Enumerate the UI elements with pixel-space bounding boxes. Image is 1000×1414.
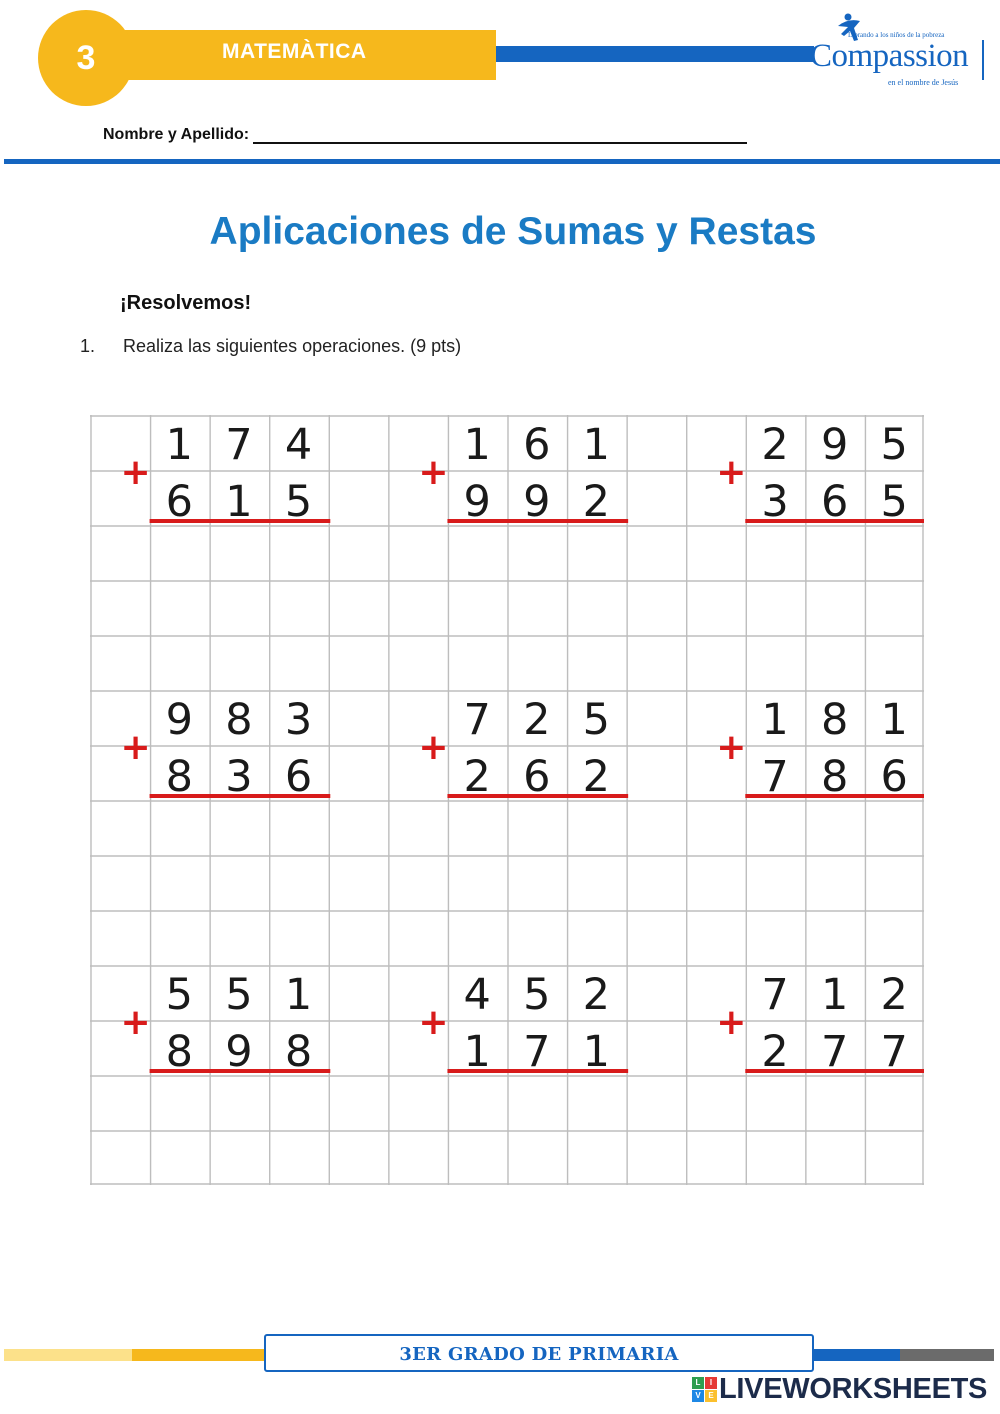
bottom-digit: 2 <box>582 477 611 527</box>
top-digit: 8 <box>225 695 253 745</box>
top-digit: 5 <box>880 420 908 470</box>
bottom-digit: 7 <box>761 752 789 802</box>
top-digit: 1 <box>761 695 789 745</box>
bottom-digit: 8 <box>284 1027 313 1077</box>
bottom-digit: 6 <box>820 477 849 527</box>
bottom-digit: 9 <box>523 477 551 527</box>
subject-label: MATEMÀTICA <box>222 40 367 63</box>
answer-cell[interactable] <box>152 527 208 578</box>
instruction-1 <box>80 336 461 357</box>
bottom-digit: 9 <box>225 1027 253 1077</box>
answer-cell[interactable] <box>747 527 803 578</box>
subheading: ¡Resolvemos! <box>120 292 252 314</box>
plus-sign: + <box>120 727 151 768</box>
grade-footer-text: 3ER GRADO DE PRIMARIA <box>399 1344 679 1365</box>
liveworksheets-text: LIVEWORKSHEETS <box>719 1373 988 1405</box>
bottom-digit: 7 <box>820 1027 849 1077</box>
name-row <box>103 126 747 144</box>
lw-icon-letter: I <box>705 1377 717 1389</box>
page-title: Aplicaciones de Sumas y Restas <box>209 210 817 253</box>
answer-cell[interactable] <box>509 802 565 853</box>
answer-cell[interactable] <box>509 527 565 578</box>
answer-cell[interactable] <box>747 802 803 853</box>
top-digit: 7 <box>463 695 491 745</box>
bottom-digit: 3 <box>761 477 789 527</box>
top-digit: 7 <box>225 420 253 470</box>
answer-cell[interactable] <box>807 1077 863 1128</box>
answer-cell[interactable] <box>271 1077 327 1128</box>
answer-cell[interactable] <box>569 527 625 578</box>
bottom-digit: 9 <box>463 477 491 527</box>
answer-cell[interactable] <box>449 802 505 853</box>
answer-cell[interactable] <box>271 802 327 853</box>
bottom-digit: 8 <box>820 752 849 802</box>
logo-divider <box>982 40 984 80</box>
answer-cell[interactable] <box>152 802 208 853</box>
footer-stripe-gray <box>900 1349 994 1361</box>
bottom-digit: 2 <box>582 752 611 802</box>
answer-cell[interactable] <box>807 527 863 578</box>
plus-sign: + <box>120 1002 151 1043</box>
answer-cell[interactable] <box>449 1077 505 1128</box>
liveworksheets-watermark <box>692 1373 987 1406</box>
addition-problem <box>120 970 330 1128</box>
top-digit: 1 <box>582 420 611 470</box>
plus-sign: + <box>418 727 449 768</box>
answer-cell[interactable] <box>509 1077 565 1128</box>
top-digit: 5 <box>165 970 194 1020</box>
header-accent-line <box>496 46 814 62</box>
top-digit: 1 <box>284 970 313 1020</box>
answer-cell[interactable] <box>866 527 922 578</box>
plus-sign: + <box>716 1002 747 1043</box>
top-digit: 3 <box>284 695 313 745</box>
bottom-digit: 8 <box>165 1027 194 1077</box>
subject-banner <box>118 30 496 80</box>
top-digit: 5 <box>225 970 253 1020</box>
plus-sign: + <box>418 452 449 493</box>
bottom-digit: 1 <box>225 477 253 527</box>
top-digit: 2 <box>582 970 611 1020</box>
bottom-digit: 2 <box>761 1027 789 1077</box>
top-digit: 1 <box>165 420 194 470</box>
footer-stripe-light-yellow <box>4 1349 132 1361</box>
addition-problem <box>716 420 924 578</box>
instruction-number: 1. <box>80 336 96 356</box>
bottom-digit: 1 <box>582 1027 611 1077</box>
top-digit: 2 <box>761 420 789 470</box>
bottom-digit: 6 <box>880 752 908 802</box>
footer-stripe-yellow <box>132 1349 264 1361</box>
bottom-digit: 1 <box>463 1027 491 1077</box>
logo-subline: en el nombre de Jesús <box>888 78 959 87</box>
liveworksheets-logo-icon <box>692 1377 717 1402</box>
answer-cell[interactable] <box>211 527 267 578</box>
answer-cell[interactable] <box>807 802 863 853</box>
addition-problem <box>716 695 924 853</box>
grade-badge <box>38 10 134 106</box>
header-divider <box>4 159 1000 164</box>
lw-icon-letter: V <box>692 1390 704 1402</box>
grade-footer-label <box>264 1334 814 1372</box>
top-digit: 9 <box>165 695 194 745</box>
footer-stripe-blue <box>812 1349 900 1361</box>
answer-cell[interactable] <box>866 1077 922 1128</box>
top-digit: 2 <box>523 695 551 745</box>
bottom-digit: 5 <box>880 477 908 527</box>
top-digit: 1 <box>463 420 491 470</box>
answer-cell[interactable] <box>747 1077 803 1128</box>
instruction-text: Realiza las siguientes operaciones. (9 pts) <box>123 336 462 356</box>
logo-tagline: Librando a los niños de la pobreza <box>848 31 945 39</box>
lw-icon-letter: L <box>692 1377 704 1389</box>
name-label: Nombre y Apellido: <box>103 126 250 143</box>
top-digit: 9 <box>820 420 849 470</box>
addition-problem <box>418 420 628 578</box>
bottom-digit: 2 <box>463 752 491 802</box>
top-digit: 1 <box>880 695 908 745</box>
bottom-digit: 5 <box>284 477 313 527</box>
top-digit: 7 <box>761 970 789 1020</box>
answer-cell[interactable] <box>866 802 922 853</box>
top-digit: 4 <box>284 420 313 470</box>
bottom-digit: 6 <box>523 752 551 802</box>
top-digit: 6 <box>523 420 551 470</box>
bottom-digit: 7 <box>523 1027 551 1077</box>
addition-problem <box>716 970 924 1128</box>
answer-cell[interactable] <box>449 527 505 578</box>
answer-cell[interactable] <box>271 527 327 578</box>
answer-cell[interactable] <box>211 802 267 853</box>
compassion-logo <box>806 12 996 90</box>
answer-cell[interactable] <box>569 802 625 853</box>
plus-sign: + <box>120 452 151 493</box>
addition-problem <box>120 695 330 853</box>
bottom-digit: 6 <box>284 752 313 802</box>
top-digit: 8 <box>820 695 849 745</box>
top-digit: 4 <box>463 970 491 1020</box>
plus-sign: + <box>418 1002 449 1043</box>
lw-icon-letter: E <box>705 1390 717 1402</box>
answer-cell[interactable] <box>569 1077 625 1128</box>
bottom-digit: 7 <box>880 1027 908 1077</box>
bottom-digit: 6 <box>165 477 194 527</box>
answer-cell[interactable] <box>211 1077 267 1128</box>
grade-number: 3 <box>76 38 96 77</box>
top-digit: 5 <box>523 970 551 1020</box>
addition-grid <box>90 415 924 1185</box>
top-digit: 1 <box>820 970 849 1020</box>
logo-brand: Compassion <box>810 38 969 74</box>
answer-cell[interactable] <box>152 1077 208 1128</box>
addition-problem <box>418 695 628 853</box>
top-digit: 2 <box>880 970 908 1020</box>
bottom-digit: 8 <box>165 752 194 802</box>
plus-sign: + <box>716 452 747 493</box>
name-input-line[interactable] <box>253 126 747 144</box>
top-digit: 5 <box>582 695 611 745</box>
plus-sign: + <box>716 727 747 768</box>
addition-problem <box>418 970 628 1128</box>
addition-problem <box>120 420 330 578</box>
bottom-digit: 3 <box>225 752 253 802</box>
